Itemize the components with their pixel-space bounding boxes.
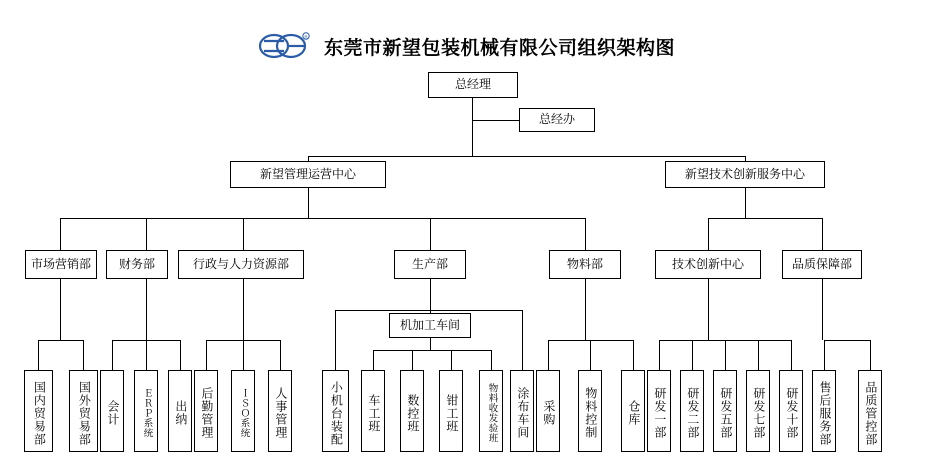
leaf-rd-dept-5[interactable]: 研发五部 <box>713 370 737 452</box>
leaf-rd-dept-2[interactable]: 研发二部 <box>680 370 704 452</box>
node-machining-workshop[interactable]: 机加工车间 <box>389 313 471 338</box>
node-center-technology[interactable]: 新望技术创新服务中心 <box>665 161 825 188</box>
connector-centers-bus <box>308 156 745 157</box>
node-center-management[interactable]: 新望管理运营中心 <box>230 161 386 188</box>
leaf-accounting[interactable]: 会计 <box>100 370 124 452</box>
connector-small-assembly-down <box>335 310 336 370</box>
leaf-material-receive-team[interactable]: 物料收发验班 <box>479 370 503 452</box>
connector-hr-down <box>243 279 244 340</box>
connector-dept-finance-down <box>146 218 147 250</box>
leaf-after-sales-service[interactable]: 售后服务部 <box>812 370 836 452</box>
connector-rd10-down <box>791 340 792 370</box>
connector-workshop-bus <box>373 350 491 351</box>
node-dept-marketing[interactable]: 市场营销部 <box>25 250 97 279</box>
connector-dept-marketing-down <box>60 218 61 250</box>
connector-domestic-trade-down <box>38 340 39 370</box>
connector-dept-material-down <box>585 218 586 250</box>
chart-header <box>0 24 933 68</box>
connector-quality-bus <box>824 340 870 341</box>
connector-tech-down <box>745 188 746 218</box>
node-dept-quality[interactable]: 品质保障部 <box>782 250 862 279</box>
leaf-rd-dept-10[interactable]: 研发十部 <box>779 370 803 452</box>
connector-quality-down <box>822 279 823 340</box>
connector-dept-production-down <box>430 218 431 250</box>
connector-techinnov-down <box>708 279 709 340</box>
node-dept-hr[interactable]: 行政与人力资源部 <box>178 250 304 279</box>
connector-after-sales-down <box>824 340 825 370</box>
connector-cnc-down <box>412 350 413 370</box>
connector-rd1-down <box>659 340 660 370</box>
connector-material-control-down <box>590 340 591 370</box>
leaf-small-assembly[interactable]: 小机台装配 <box>322 370 349 452</box>
leaf-fitter-team[interactable]: 钳工班 <box>439 370 463 452</box>
connector-foreign-trade-down <box>83 340 84 370</box>
connector-accounting-down <box>112 340 113 370</box>
leaf-painting-workshop[interactable]: 涂布车间 <box>510 370 534 452</box>
leaf-iso-system[interactable]: ＩＳＯ系统 <box>231 370 255 452</box>
svg-text:R: R <box>304 34 308 40</box>
connector-workshop-stem <box>430 338 431 350</box>
connector-material-down <box>585 279 586 340</box>
leaf-logistics-management[interactable]: 后勤管理 <box>194 370 218 452</box>
node-dept-tech-innovation[interactable]: 技术创新中心 <box>655 250 761 279</box>
leaf-cnc-team[interactable]: 数控班 <box>400 370 424 452</box>
node-dept-material[interactable]: 物料部 <box>549 250 621 279</box>
connector-fitter-down <box>451 350 452 370</box>
connector-lathe-down <box>373 350 374 370</box>
connector-gm-office <box>472 120 519 121</box>
leaf-quality-control[interactable]: 品质管控部 <box>858 370 882 452</box>
connector-rd5-down <box>725 340 726 370</box>
leaf-erp-system[interactable]: ＥＲＰ系统 <box>134 370 158 452</box>
page-title: 东莞市新望包装机械有限公司组织架构图 <box>323 37 675 59</box>
connector-marketing-down <box>60 279 61 340</box>
connector-material-receive-down <box>491 350 492 370</box>
leaf-lathe-team[interactable]: 车工班 <box>361 370 385 452</box>
connector-production-down <box>430 279 431 310</box>
connector-personnel-down <box>280 340 281 370</box>
leaf-rd-dept-1[interactable]: 研发一部 <box>647 370 671 452</box>
node-dept-production[interactable]: 生产部 <box>394 250 466 279</box>
connector-dept-hr-down <box>243 218 244 250</box>
connector-warehouse-down <box>633 340 634 370</box>
leaf-domestic-trade[interactable]: 国内贸易部 <box>24 370 53 452</box>
connector-iso-down <box>243 340 244 370</box>
node-gm-office[interactable]: 总经办 <box>519 108 595 132</box>
connector-rd7-down <box>758 340 759 370</box>
leaf-warehouse[interactable]: 仓库 <box>621 370 645 452</box>
leaf-personnel-management[interactable]: 人事管理 <box>268 370 292 452</box>
connector-erp-down <box>146 340 147 370</box>
connector-purchase-down <box>548 340 549 370</box>
connector-finance-down <box>146 279 147 340</box>
company-logo-icon <box>258 29 310 63</box>
connector-cashier-down <box>180 340 181 370</box>
leaf-purchase[interactable]: 采购 <box>536 370 560 452</box>
connector-rd2-down <box>692 340 693 370</box>
connector-logistics-down <box>206 340 207 370</box>
leaf-rd-dept-7[interactable]: 研发七部 <box>746 370 770 452</box>
connector-marketing-bus <box>38 340 83 341</box>
connector-gm-down <box>472 98 473 156</box>
connector-tech-dept-bus <box>708 218 822 219</box>
connector-quality-control-down <box>870 340 871 370</box>
connector-dept-quality-down <box>822 218 823 250</box>
node-dept-finance[interactable]: 财务部 <box>106 250 168 279</box>
connector-mgmt-dept-bus <box>60 218 585 219</box>
connector-production-bus <box>335 310 522 311</box>
leaf-foreign-trade[interactable]: 国外贸易部 <box>69 370 98 452</box>
connector-dept-techinnov-down <box>708 218 709 250</box>
leaf-material-control[interactable]: 物料控制 <box>578 370 602 452</box>
leaf-cashier[interactable]: 出纳 <box>168 370 192 452</box>
connector-painting-down <box>522 310 523 370</box>
connector-mgmt-down <box>308 188 309 218</box>
node-general-manager[interactable]: 总经理 <box>428 72 518 98</box>
